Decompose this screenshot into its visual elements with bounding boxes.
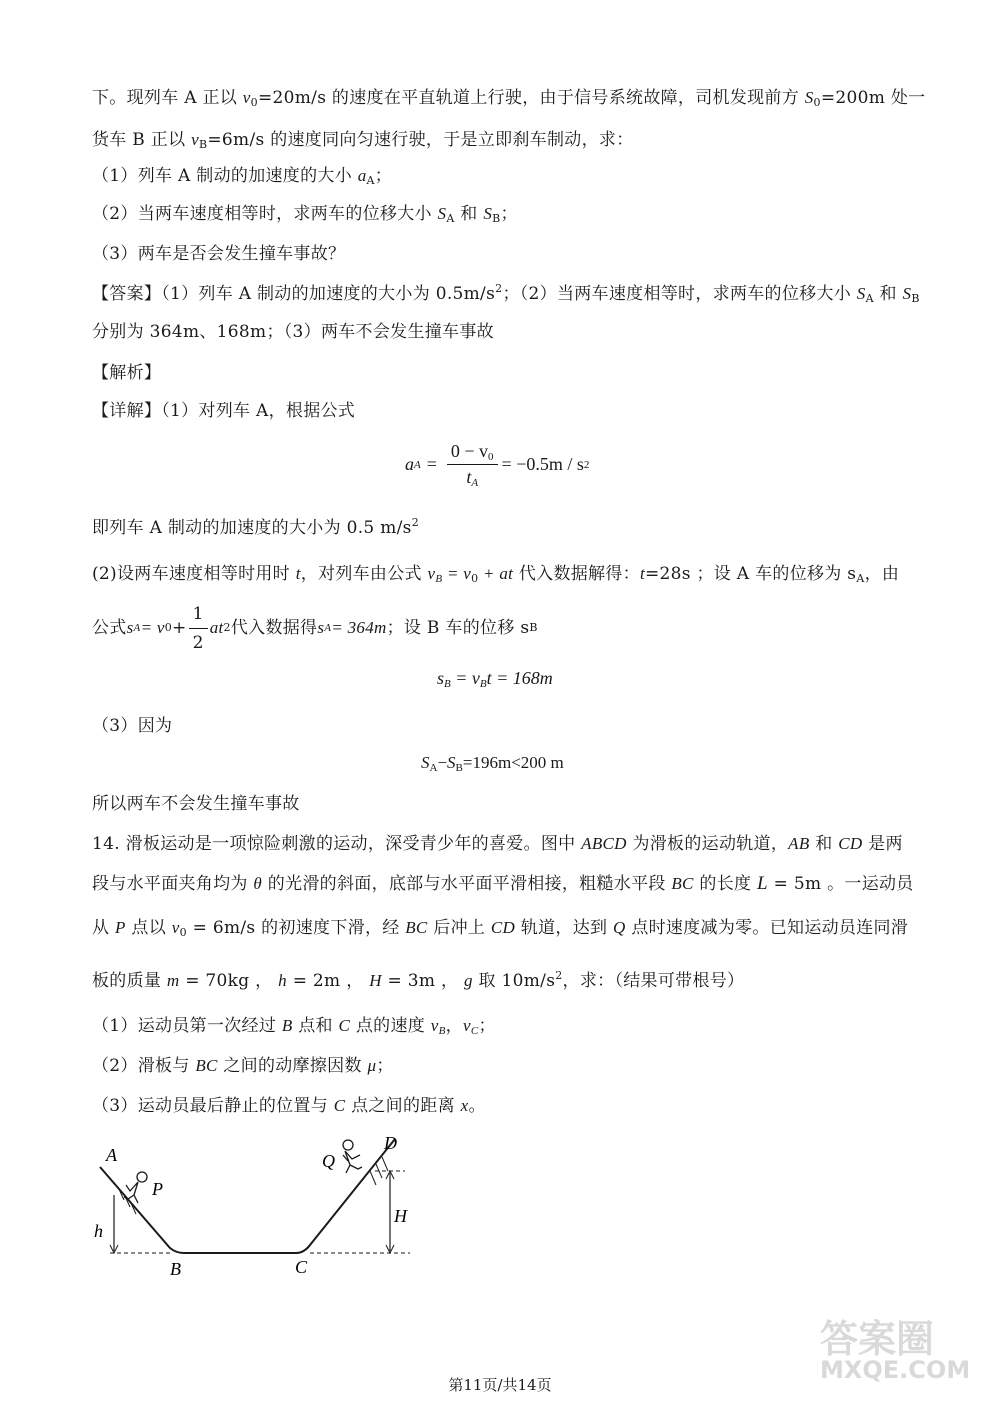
label-H: H — [394, 1206, 407, 1226]
skier-P-icon — [124, 1172, 147, 1203]
acceleration-conclusion: 即列车 A 制动的加速度的大小为 0.5 $m/s^2$ — [92, 516, 420, 538]
track-line — [100, 1139, 395, 1253]
equation-sb: $s_B = v_Bt = 168m$ — [437, 668, 553, 690]
part2-line1: (2)设两车速度相等时用时 t，对列车由公式 $v_B = v_0$ + at 代入数据解得：t=28s ；设 A 车的位移为 $s_A$，由 — [92, 564, 900, 585]
problem13-text-line2: 货车 B 正以 $v_B=6m/s$ 的速度同向匀速行驶，于是立即刹车制动，求： — [92, 130, 634, 151]
page-footer: 第11页/共14页 — [448, 1376, 552, 1394]
answer-line1: 【答案】（1）列车 A 制动的加速度的大小为 $0.5m/s^2$；（2）当两车速度相等时，求两车的位移大小 $S_A$ 和 $S_B$ — [92, 282, 920, 305]
equation-acceleration: a A = $\frac{0 - v_0}{t_A}$ = −0.5m / s 2 — [405, 441, 590, 489]
problem14-question1: （1）运动员第一次经过 B 点和 C 点的速度 $v_B$，$v_C$； — [92, 1016, 496, 1037]
skier-Q-icon — [343, 1140, 362, 1173]
question-2: （2）当两车速度相等时，求两车的位移大小 $S_A$ 和 $S_B$； — [92, 204, 518, 225]
problem14-line1: 14. 滑板运动是一项惊险刺激的运动，深受青少年的喜爱。图中 ABCD 为滑板的运动轨道，AB 和 CD 是两 — [92, 834, 903, 854]
question-1: （1）列车 A 制动的加速度的大小 $a_A$； — [92, 166, 393, 187]
watermark-logo: 答案圈 — [820, 1317, 935, 1361]
label-D: D — [384, 1133, 397, 1153]
answer-line2: 分别为 364m、168m；（3）两车不会发生撞车事故 — [92, 322, 494, 342]
detail-heading: 【详解】（1）对列车 A，根据公式 — [92, 401, 356, 421]
problem13-text-line1: 下。现列车 A 正以 $v_0=20m/s$ 的速度在平直轨道上行驶，由于信号系统故障，司机发现前方 $S_0=200m$ 处一 — [92, 88, 926, 109]
watermark-url: MXQE.COM — [820, 1356, 971, 1384]
final-conclusion: 所以两车不会发生撞车事故 — [92, 794, 300, 814]
problem14-line4: 板的质量 m = 70kg ， h = 2m ， H = 3m ， g 取 $10m/s^2$，求：（结果可带根号） — [92, 969, 745, 991]
label-h: h — [94, 1221, 103, 1241]
label-P: P — [152, 1179, 163, 1199]
part2-line2: 公式 s A = v 0 + $\frac{1}{2}$ at 2 代入数据得 s A = 364m ；设 B 车的位移 s B — [92, 603, 538, 653]
part3-heading: （3）因为 — [92, 716, 173, 736]
analysis-heading: 【解析】 — [92, 363, 162, 383]
problem14-question3: （3）运动员最后静止的位置与 C 点之间的距离 x。 — [92, 1096, 486, 1116]
problem14-line2: 段与水平面夹角均为 θ 的光滑的斜面，底部与水平面平滑相接，粗糙水平段 BC 的长度 L = 5m 。一运动员 — [92, 873, 914, 894]
label-A: A — [106, 1145, 117, 1165]
problem14-question2: （2）滑板与 BC 之间的动摩擦因数 μ； — [92, 1056, 394, 1076]
label-B: B — [170, 1259, 181, 1279]
label-C: C — [295, 1257, 308, 1277]
question-3: （3）两车是否会发生撞车事故？ — [92, 244, 346, 264]
equation-compare: $S_A-S_B=196m<200$ m — [421, 753, 564, 774]
label-Q: Q — [322, 1151, 335, 1171]
track-diagram — [80, 1125, 440, 1285]
problem14-line3: 从 P 点以 $v_0 = 6m/s$ 的初速度下滑，经 BC 后冲上 CD 轨道，达到 Q 点时速度减为零。已知运动员连同滑 — [92, 918, 909, 939]
